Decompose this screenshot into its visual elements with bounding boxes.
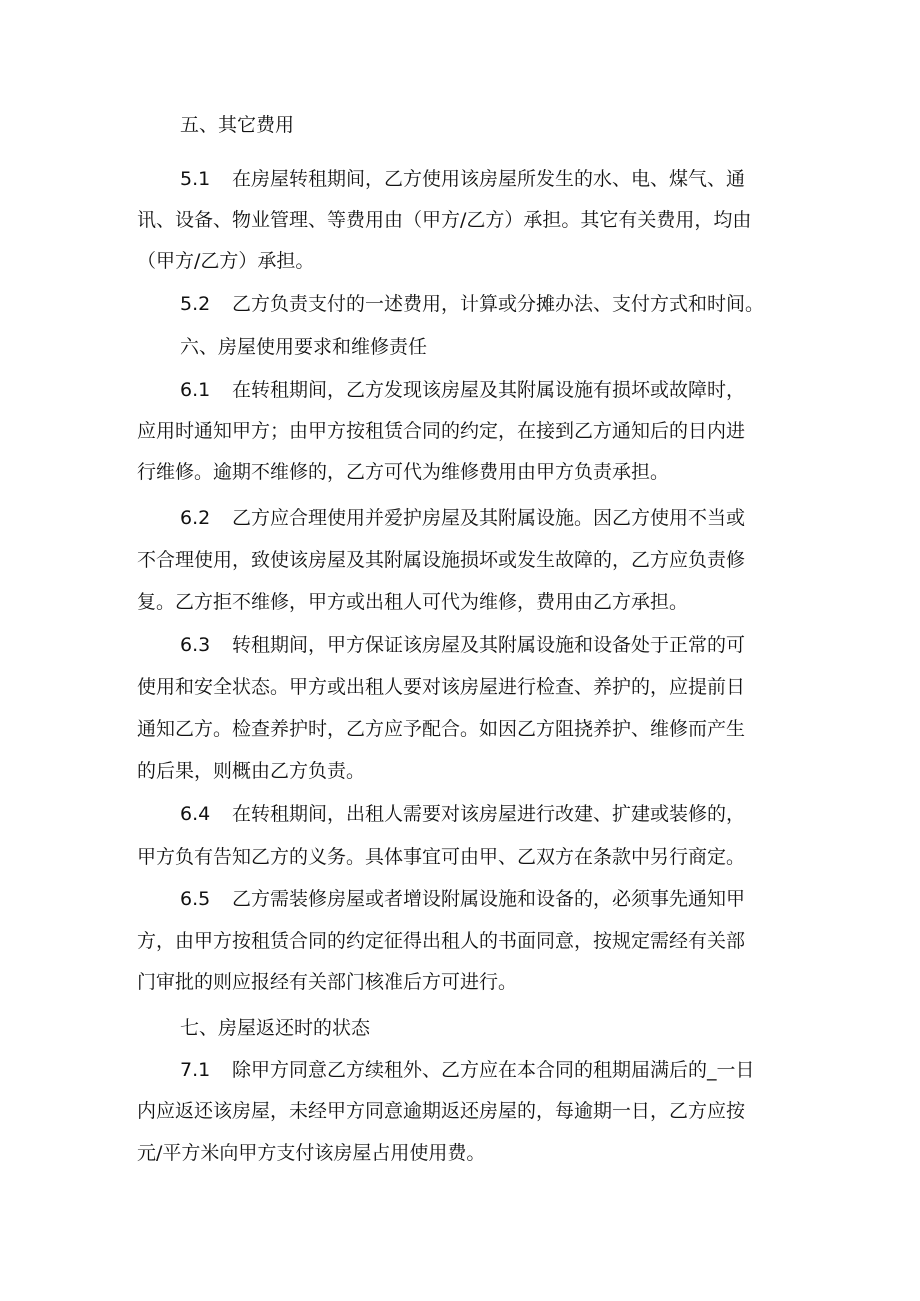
clause-first-line [180,167,745,191]
clause-text: 讯、设备、物业管理、等费用由（甲方/乙方）承担。其它有关费用，均由 [137,209,752,231]
clause-number: 6.4 [180,803,211,825]
clause-number: 6.2 [180,507,211,529]
clause-text: 元/平方米向甲方支付该房屋占用使用费。 [137,1142,486,1164]
clause-text: 方，由甲方按租赁合同的约定征得出租人的书面同意，按规定需经有关部 [137,930,746,952]
clause-number: 6.3 [180,634,211,656]
clause-number: 7.1 [180,1059,211,1081]
clause-text: 复。乙方拒不维修，甲方或出租人可代为维修，费用由乙方承担。 [137,591,689,613]
clause-text: 内应返还该房屋，未经甲方同意逾期返还房屋的，每逾期一日，乙方应按 [137,1100,746,1122]
clause-text: 乙方需装修房屋或者增设附属设施和设备的，必须事先通知甲 [232,888,746,910]
clause-text: 应用时通知甲方；由甲方按租赁合同的约定，在接到乙方通知后的日内进 [137,420,746,442]
clause-first-line [180,292,764,316]
section-heading: 七、房屋返还时的状态 [180,1017,371,1039]
clause-text: 的后果，则概由乙方负责。 [137,760,366,782]
section-heading: 六、房屋使用要求和维修责任 [180,336,428,358]
clause-first-line [180,887,745,911]
clause-text: 不合理使用，致使该房屋及其附属设施损坏或发生故障的，乙方应负责修 [137,549,746,571]
clause-number: 5.2 [180,293,211,315]
clause-text: 使用和安全状态。甲方或出租人要对该房屋进行检查、养护的，应提前日 [137,676,746,698]
clause-text: 乙方负责支付的一述费用，计算或分摊办法、支付方式和时间。 [232,293,765,315]
clause-text: 通知乙方。检查养护时，乙方应予配合。如因乙方阻挠养护、维修而产生 [137,718,746,740]
clause-first-line [180,633,745,657]
clause-number: 5.1 [180,168,211,190]
clause-first-line [180,802,745,826]
clause-first-line [180,506,745,530]
clause-text: 乙方应合理使用并爱护房屋及其附属设施。因乙方使用不当或 [232,507,746,529]
clause-text: 甲方负有告知乙方的义务。具体事宜可由甲、乙双方在条款中另行商定。 [137,846,746,868]
clause-text: 转租期间，甲方保证该房屋及其附属设施和设备处于正常的可 [232,634,746,656]
clause-text: 除甲方同意乙方续租外、乙方应在本合同的租期届满后的_一日 [232,1059,755,1081]
clause-text: 在转租期间，出租人需要对该房屋进行改建、扩建或装修的， [232,803,746,825]
clause-number: 6.1 [180,379,211,401]
clause-text: 行维修。逾期不维修的，乙方可代为维修费用由甲方负责承担。 [137,461,670,483]
clause-first-line [180,378,745,402]
clause-text: （甲方/乙方）承担。 [137,250,315,272]
clause-first-line [180,1058,755,1082]
section-heading: 五、其它费用 [180,114,295,136]
clause-number: 6.5 [180,888,211,910]
clause-text: 在转租期间，乙方发现该房屋及其附属设施有损坏或故障时， [232,379,746,401]
clause-text: 门审批的则应报经有关部门核准后方可进行。 [137,971,518,993]
clause-text: 在房屋转租期间，乙方使用该房屋所发生的水、电、煤气、通 [232,168,746,190]
